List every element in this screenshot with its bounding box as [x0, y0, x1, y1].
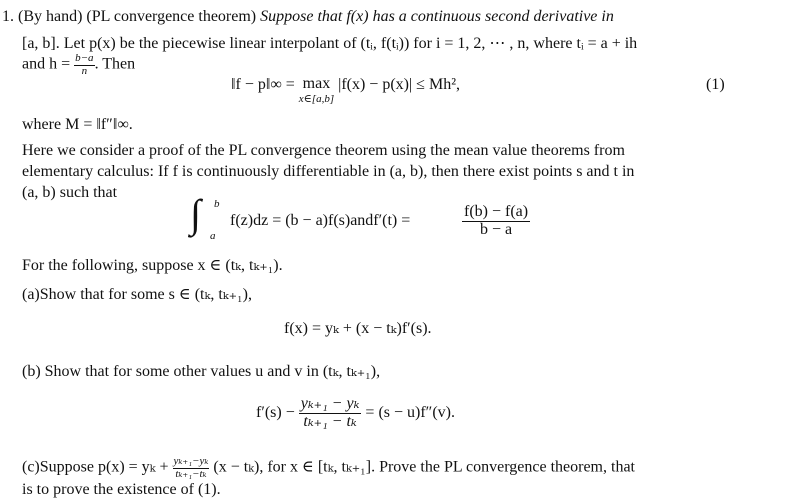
max-label: max — [302, 75, 331, 92]
problem-line-1 — [2, 8, 614, 26]
part-b-fraction-denominator: tₖ₊₁ − tₖ — [303, 412, 357, 430]
equation-1-number: (1) — [706, 76, 725, 93]
h-definition-prefix: and h = — [22, 55, 71, 73]
part-c-prefix: (c)Suppose p(x) = yₖ + — [22, 458, 169, 476]
part-c-line-1 — [22, 456, 635, 480]
part-a-equation: f(x) = yₖ + (x − tₖ)f′(s). — [284, 320, 432, 337]
part-c-suffix: (x − tₖ), for x ∈ [tₖ, tₖ₊₁]. Prove the PL convergence theorem, that — [213, 458, 635, 476]
equation-1 — [231, 76, 460, 105]
mvt-integral-text: f(z)dz = (b − a)f(s)andf′(t) = — [230, 212, 411, 229]
part-b-lhs: f′(s) − — [256, 403, 295, 421]
mvt-fraction-numerator: f(b) − f(a) — [464, 203, 529, 220]
problem-line-3 — [22, 53, 135, 77]
max-subscript: x∈[a,b] — [298, 93, 335, 105]
where-m-text: where M = ‖f″‖∞. — [22, 116, 133, 133]
part-c-fraction-denominator: tₖ₊₁−tₖ — [175, 467, 207, 480]
part-b-fraction — [299, 396, 362, 431]
h-definition-suffix: . Then — [94, 55, 136, 73]
part-b-text: (b) Show that for some other values u and v in (tₖ, tₖ₊₁), — [22, 363, 381, 380]
part-c-fraction — [173, 456, 210, 480]
equation-1-lhs: ‖f − p‖∞ = — [231, 76, 295, 93]
max-operator — [299, 76, 334, 105]
part-b-fraction-numerator: yₖ₊₁ − yₖ — [300, 395, 360, 412]
problem-number: 1. — [2, 8, 14, 25]
part-b-rhs: = (s − u)f″(v). — [365, 403, 455, 421]
problem-intro-rest: Suppose that f(x) has a continuous second derivative in — [260, 8, 614, 25]
mvt-equation — [190, 191, 530, 248]
integral-sign: ∫ — [190, 191, 201, 236]
integral-lower-limit: a — [210, 230, 216, 242]
h-fraction-numerator: b−a — [75, 52, 94, 64]
mvt-fraction — [462, 204, 530, 239]
h-fraction-denominator: n — [81, 64, 88, 77]
part-b-equation — [256, 396, 455, 431]
paragraph-line-3: (a, b) such that — [22, 184, 118, 201]
problem-intro-label: (By hand) (PL convergence theorem) — [18, 8, 257, 25]
part-c-line-2: is to prove the existence of (1). — [22, 481, 221, 498]
integral-upper-limit: b — [214, 198, 220, 210]
equation-1-rhs: |f(x) − p(x)| ≤ Mh², — [338, 76, 460, 93]
part-a-text: (a)Show that for some s ∈ (tₖ, tₖ₊₁), — [22, 286, 252, 303]
paragraph-line-2: elementary calculus: If f is continuously differentiable in (a, b), then there exist points s and t in — [22, 163, 635, 180]
following-text: For the following, suppose x ∈ (tₖ, tₖ₊₁). — [22, 257, 283, 274]
mvt-fraction-denominator: b − a — [479, 220, 513, 238]
paragraph-line-1: Here we consider a proof of the PL convergence theorem using the mean value theorems from — [22, 142, 625, 159]
part-c-fraction-numerator: yₖ₊₁−yₖ — [173, 455, 209, 467]
problem-line-2: [a, b]. Let p(x) be the piecewise linear interpolant of (tᵢ, f(tᵢ)) for i = 1, 2, ⋯ , n, where tᵢ = a + ih — [22, 35, 638, 52]
h-fraction — [74, 53, 94, 77]
